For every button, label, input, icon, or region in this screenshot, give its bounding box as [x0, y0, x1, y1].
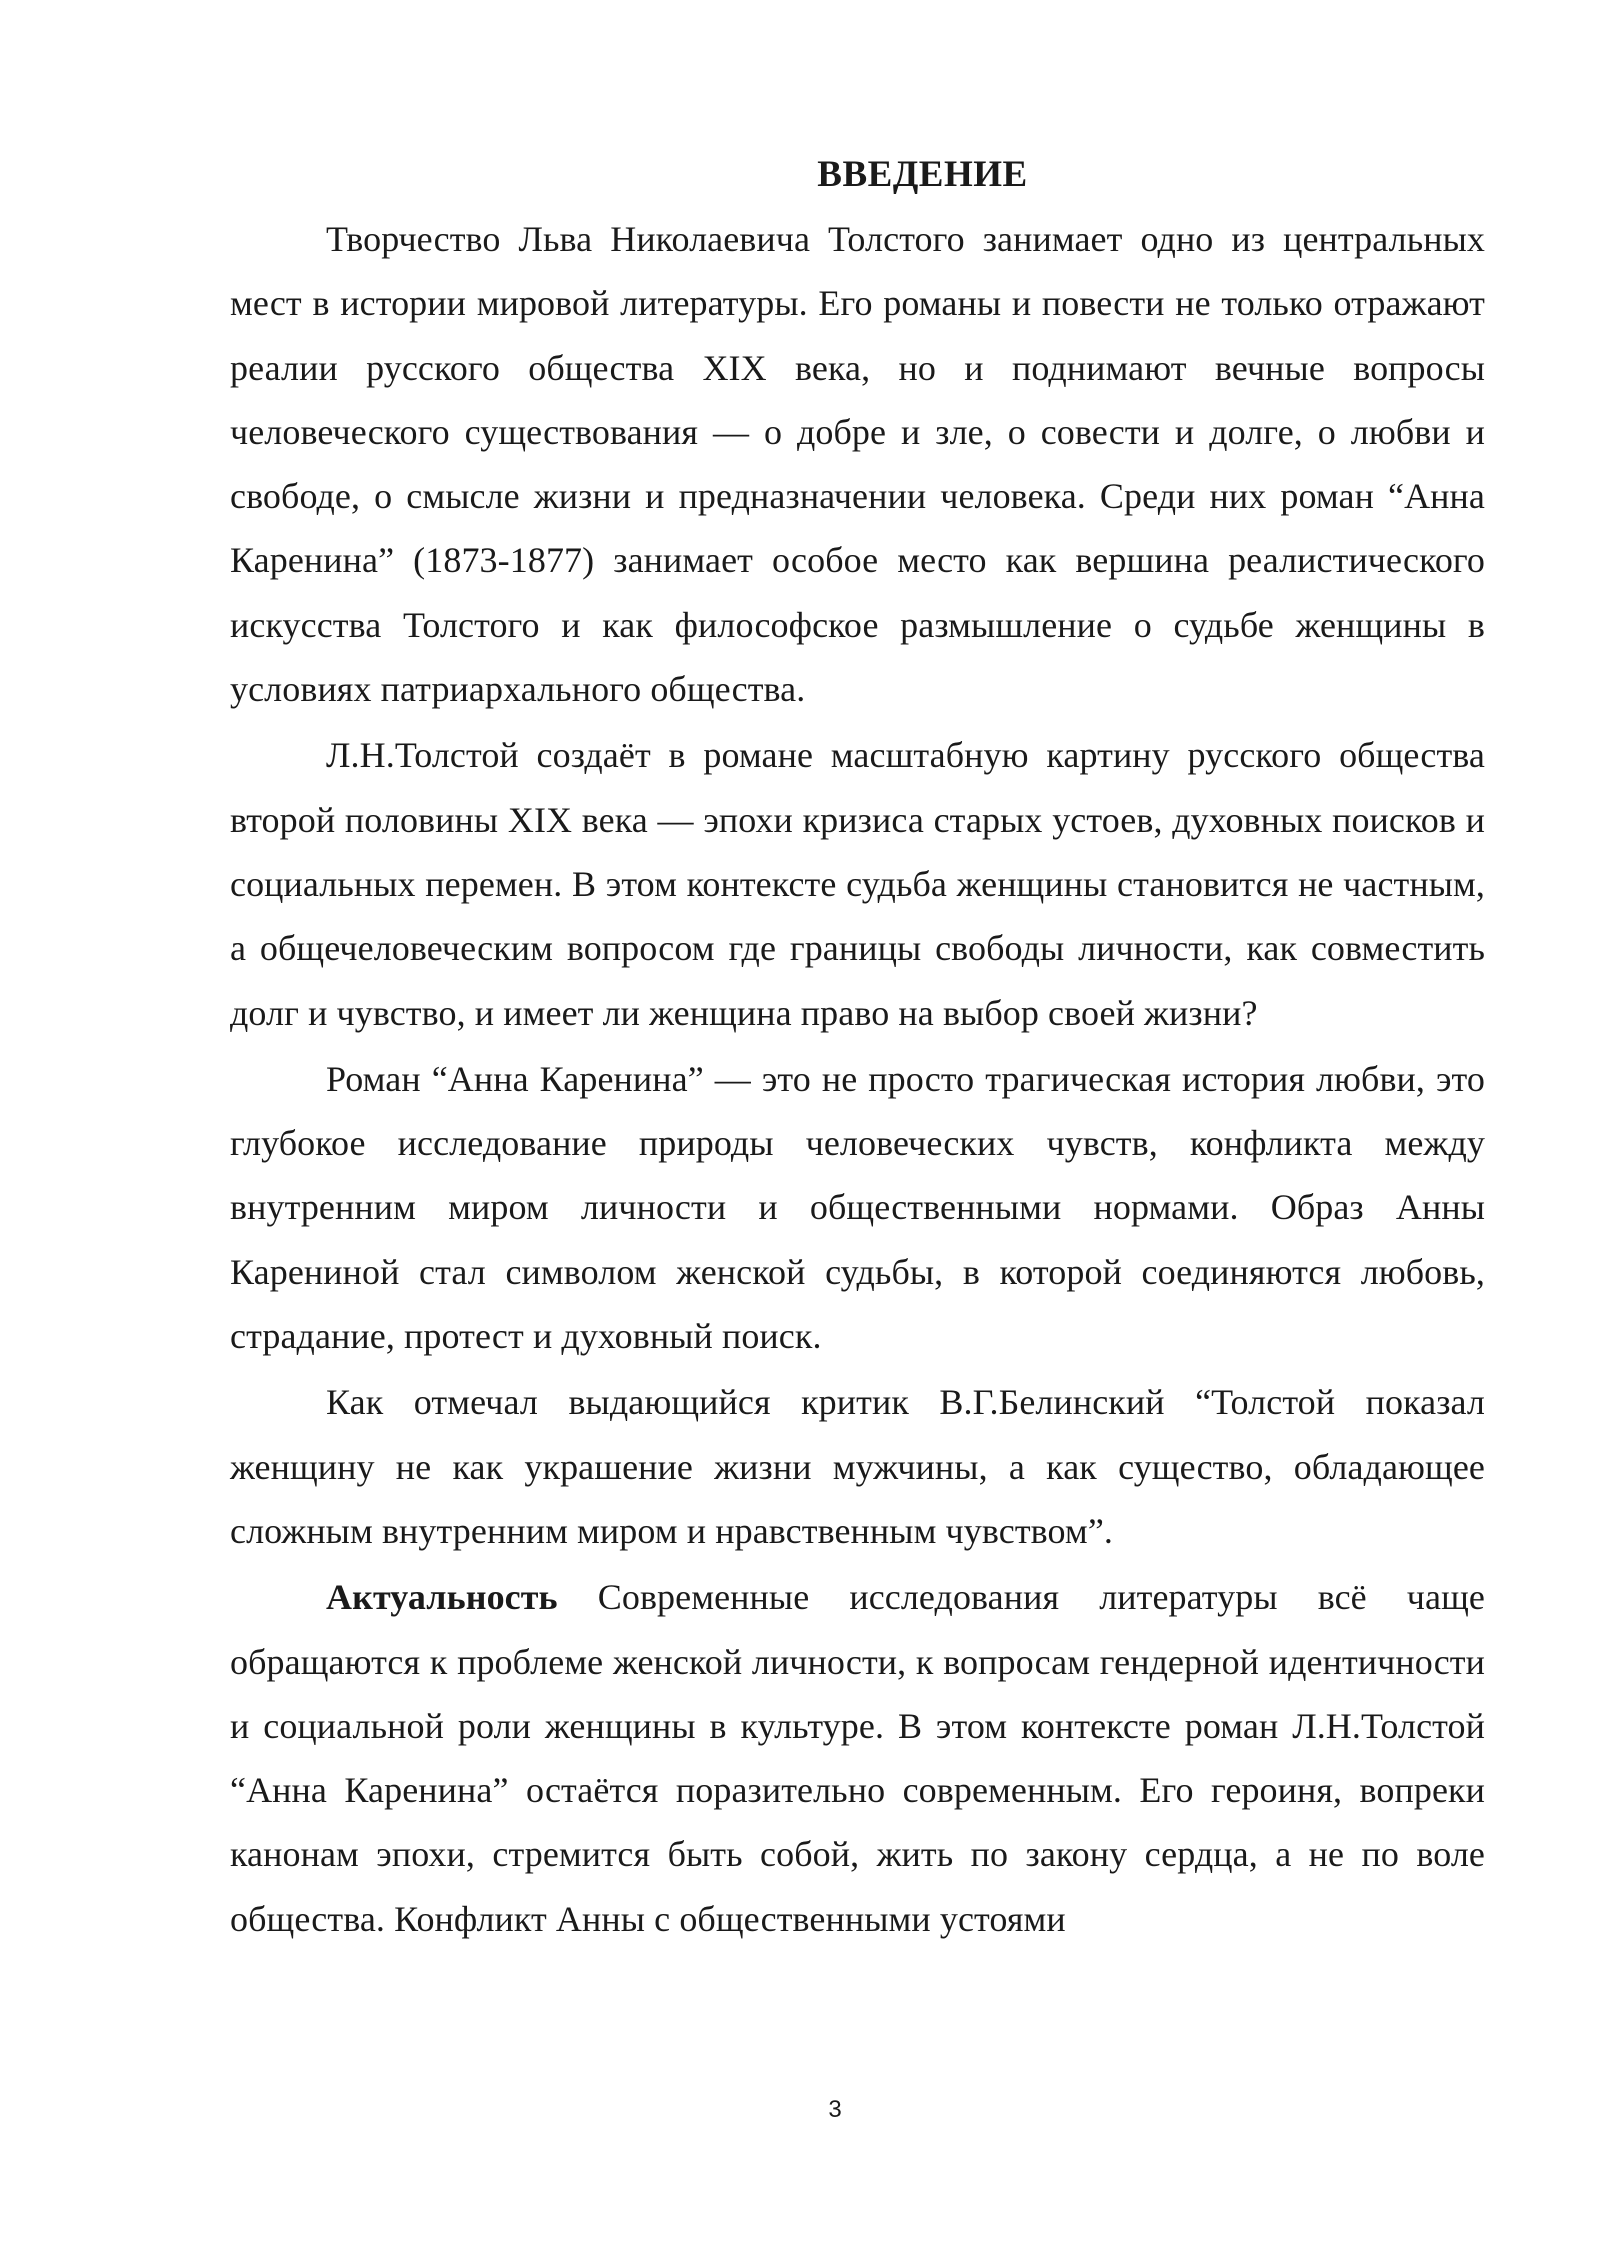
relevance-lead: Актуальность: [326, 1577, 558, 1618]
page-number: 3: [828, 2096, 842, 2123]
paragraph-relevance: [230, 1565, 1485, 1951]
paragraph-society: Л.Н.Толстой создаёт в романе масштабную картину русского общества второй половины XIX века — эпохи кризиса старых устоев, духовных поисков и социальных перемен. В этом контексте судьба женщины становится не частным, а общечеловеческим вопросом где границы свободы личности, как совместить долг и чувство, и имеет ли женщина право на выбор своей жизни?: [230, 735, 1485, 1033]
page-body: [230, 145, 1485, 1951]
relevance-text: Современные исследования литературы всё чаще обращаются к проблеме женской личности, к вопросам гендерной идентичности и социальной роли женщины в культуре. В этом контексте роман Л.Н.Толстой “Анна Каренина” остаётся поразительно современным. Его героиня, вопреки канонам эпохи, стремится быть собой, жить по закону сердца, а не по воле общества. Конфликт Анны с общественными устоями: [230, 1577, 1485, 1939]
page-heading: ВВЕДЕНИЕ: [817, 154, 1028, 195]
paragraph-intro: Творчество Льва Николаевича Толстого занимает одно из центральных мест в истории мировой литературы. Его романы и повести не только отражают реалии русского общества XIX века, но и поднимают вечные вопросы человеческого существования — о добре и зле, о совести и долге, о любви и свободе, о смысле жизни и предназначении человека. Среди них роман “Анна Каренина” (1873-1877) занимает особое место как вершина реалистического искусства Толстого и как философское размышление о судьбе женщины в условиях патриархального общества.: [230, 219, 1485, 710]
paragraph-novel: Роман “Анна Каренина” — это не просто трагическая история любви, это глубокое исследование природы человеческих чувств, конфликта между внутренним миром личности и общественными нормами. Образ Анны Карениной стал символом женской судьбы, в которой соединяются любовь, страдание, протест и духовный поиск.: [230, 1058, 1485, 1357]
paragraph-belinsky-quote: Как отмечал выдающийся критик В.Г.Белинский “Толстой показал женщину не как украшение жизни мужчины, а как существо, обладающее сложным внутренним миром и нравственным чувством”.: [230, 1382, 1485, 1551]
